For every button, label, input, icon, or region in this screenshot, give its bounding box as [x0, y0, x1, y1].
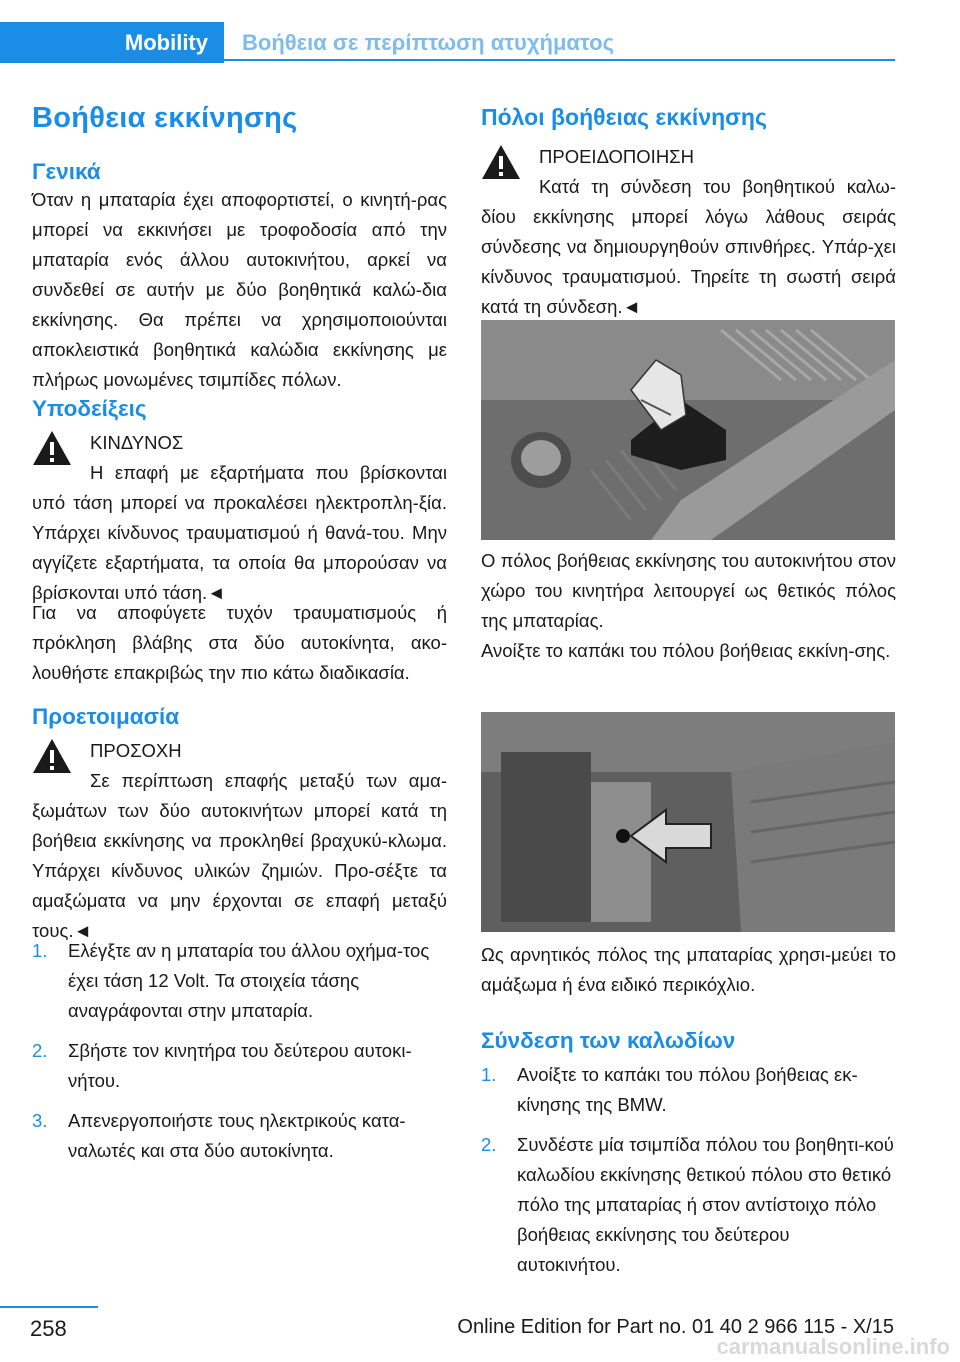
list-item-number: 1.: [32, 940, 48, 961]
page-number: 258: [30, 1316, 67, 1341]
list-item: [481, 1130, 896, 1280]
list-item: [32, 936, 447, 1026]
general-paragraph: Όταν η μπαταρία έχει αποφορτιστεί, ο κινητή‐ρας μπορεί να εκκινήσει με τροφοδοσία από την μπαταρία ενός άλλου αυτοκινήτου, αρκεί να συνδεθεί σε αυτήν με δύο βοηθητικά καλώ‐δια εκκίνησης. Θα πρέπει να χρησιμοποιούνται αποκλειστικά βοηθητικά καλώδια εκκίνησης με πλήρως μονωμένες τσιμπίδες πόλων.: [32, 189, 447, 390]
section-title-jump-start-terminals: Πόλοι βοήθειας εκκίνησης: [481, 104, 767, 130]
heading-hints: Υποδείξεις: [32, 396, 147, 421]
list-item: [32, 1106, 447, 1166]
caption-negative-terminal: Ως αρνητικός πόλος της μπαταρίας χρησι‐μεύει το αμάξωμα ή ένα ειδικό περικόχλιο.: [481, 944, 896, 995]
list-item-number: 2.: [481, 1134, 497, 1155]
list-item-text: Ελέγξτε αν η μπαταρία του άλλου οχήμα‐τος έχει τάση 12 Volt. Τα στοιχεία τάσης αναγράφονται στην μπαταρία.: [68, 940, 430, 1021]
list-item-text: Σβήστε τον κινητήρα του δεύτερου αυτοκι‐νήτου.: [68, 1040, 412, 1091]
list-item-text: Απενεργοποιήστε τους ηλεκτρικούς κατα‐ναλωτές και στα δύο αυτοκίνητα.: [68, 1110, 406, 1161]
heading-preparation: Προετοιμασία: [32, 704, 180, 729]
warning-block: [481, 142, 896, 317]
page-header: [0, 22, 895, 63]
list-item-number: 3.: [32, 1110, 48, 1131]
list-item-number: 1.: [481, 1064, 497, 1085]
connect-steps-list: [481, 1060, 896, 1290]
caution-warning-text: Σε περίπτωση επαφής μεταξύ των αμα‐ξωμάτων των δύο αυτοκινήτων μπορεί κατά τη βοήθεια εκκίνησης να προκληθεί βραχυκύ‐κλωμα. Υπάρχει κίνδυνος υλικών ζημιών. Προ‐σέξτε τα αμαξώματα να μην έρχονται σε επαφή μεταξύ τους.◄: [32, 770, 447, 941]
list-item-text: Συνδέστε μία τσιμπίδα πόλου του βοηθητι‐κού καλωδίου εκκίνησης θετικού πόλου στο θετικό πόλο της μπαταρίας ή στον αντίστοιχο πόλο βοήθειας εκκίνησης του δεύτερου αυτοκινήτου.: [517, 1134, 894, 1275]
caption-positive-terminal: Ο πόλος βοήθειας εκκίνησης του αυτοκινήτου στον χώρο του κινητήρα λειτουργεί ως θετικός πόλος της μπαταρίας.: [481, 550, 896, 631]
danger-warning-title: ΚΙΝΔΥΝΟΣ: [90, 432, 184, 453]
warning-title: ΠΡΟΕΙΔΟΠΟΙΗΣΗ: [539, 146, 694, 167]
hints-paragraph: Για να αποφύγετε τυχόν τραυματισμούς ή πρόκληση βλάβης στα δύο αυτοκίνητα, ακο‐λουθήστε επακριβώς την πιο κάτω διαδικασία.: [32, 602, 447, 683]
heading-general: Γενικά: [32, 159, 101, 184]
header-divider: [0, 59, 895, 61]
engine-bay-negative-terminal-photo: [481, 712, 895, 932]
list-item-number: 2.: [32, 1040, 48, 1061]
footer-divider: [0, 1306, 98, 1308]
preparation-steps-list: [32, 936, 447, 1176]
warning-text: Κατά τη σύνδεση του βοηθητικού καλω‐δίου εκκίνησης μπορεί λόγω λάθους σειράς σύνδεσης να δημιουργηθούν σπινθήρες. Υπάρ‐χει κίνδυνος τραυματισμού. Τηρείτε τη σωστή σειρά κατά τη σύνδεση.◄: [481, 176, 896, 317]
list-item: [32, 1036, 447, 1096]
watermark: carmanualsonline.info: [716, 1334, 950, 1359]
list-item-text: Ανοίξτε το καπάκι του πόλου βοήθειας εκ‐κίνησης της BMW.: [517, 1064, 858, 1115]
engine-bay-positive-terminal-photo: [481, 320, 895, 540]
open-cover-instruction: Ανοίξτε το καπάκι του πόλου βοήθειας εκκίνη‐σης.: [481, 640, 891, 661]
danger-warning-text: Η επαφή με εξαρτήματα που βρίσκονται υπό τάση μπορεί να προκαλέσει ηλεκτροπλη‐ξία. Υπάρχει κίνδυνος τραυματισμού ή θανά‐του. Μην αγγίζετε εξαρτήματα, τα οποία θα μπορούσαν να βρίσκονται υπό τάση.◄: [32, 462, 447, 603]
caution-warning-title: ΠΡΟΣΟΧΗ: [90, 740, 182, 761]
header-tab-mobility: Mobility: [0, 22, 224, 63]
caution-warning-block: [32, 736, 447, 941]
heading-connect-cables: Σύνδεση των καλωδίων: [481, 1028, 736, 1053]
danger-warning-block: [32, 428, 447, 603]
list-item: [481, 1060, 896, 1120]
section-title-jump-start: Βοήθεια εκκίνησης: [32, 102, 298, 134]
footer-edition-text: Online Edition for Part no. 01 40 2 966 115 - X/15: [457, 1316, 894, 1338]
header-tab-current-section: Βοήθεια σε περίπτωση ατυχήματος: [224, 22, 895, 63]
